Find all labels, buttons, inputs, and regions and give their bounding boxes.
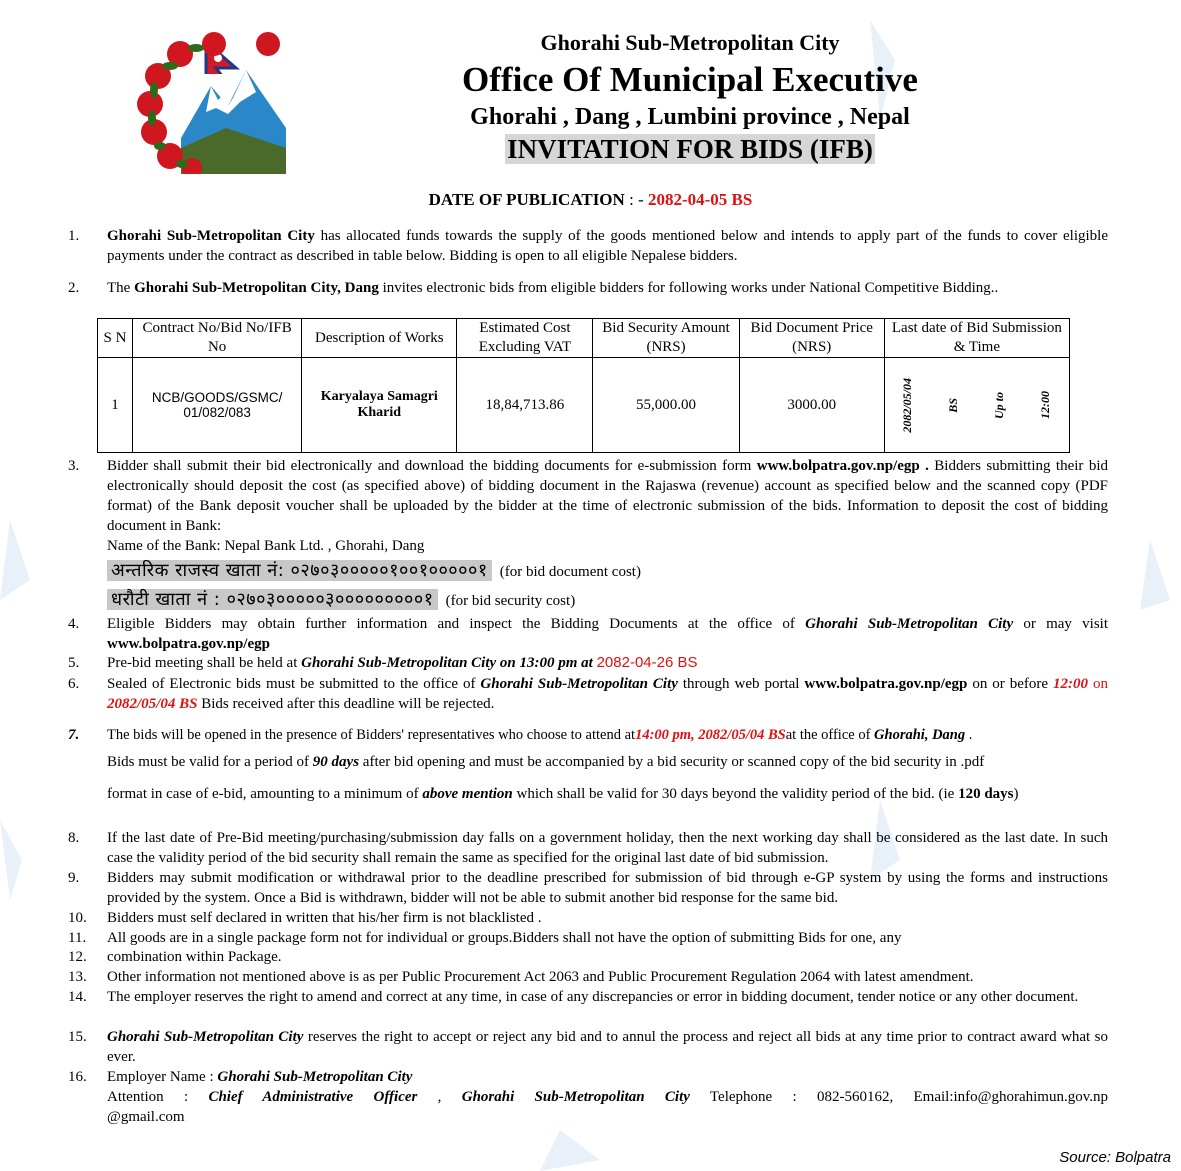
item-2-pre: The [107, 280, 135, 296]
publication-label: DATE OF PUBLICATION [428, 190, 625, 209]
item-12: combination within Package. [107, 949, 282, 965]
item-number: 9. [68, 870, 80, 886]
table-header-row [98, 319, 1070, 358]
col-bid-security: Bid Security Amount (NRS) [593, 319, 739, 358]
item-7-text-7: which shall be valid for 30 days beyond the validity period of the bid. (ie [512, 786, 959, 802]
item-7-place: Ghorahi, Dang [874, 727, 966, 743]
col-last-date: Last date of Bid Submission & Time [884, 319, 1069, 358]
deadline-on: on [1088, 676, 1109, 692]
item-15-org: Ghorahi Sub-Metropolitan City [107, 1029, 304, 1045]
bolpatra-link[interactable]: www.bolpatra.gov.np/egp [804, 676, 968, 692]
revenue-account [107, 558, 641, 582]
item-7-text-5: after bid opening and must be accompanied by a bid security or scanned copy of the bid security in .pdf [359, 754, 985, 770]
item-number: 10. [68, 910, 87, 926]
item-7-text-2: at the office of [785, 727, 875, 743]
item-11: All goods are in a single package form not for individual or groups.Bidders shall not have the option of submitting Bids for one, any [107, 930, 902, 946]
source-credit: Source: Bolpatra [1059, 1149, 1171, 1166]
attention-org: Ghorahi Sub-Metropolitan City [461, 1089, 690, 1105]
prebid-date: 2082-04-26 BS [596, 654, 698, 671]
item-number: 1. [68, 228, 80, 244]
cell-contract: NCB/GOODS/GSMC/ 01/082/083 [133, 358, 302, 453]
item-1-org: Ghorahi Sub-Metropolitan City [107, 228, 315, 244]
revenue-account-note: (for bid document cost) [499, 564, 641, 580]
municipal-emblem-icon [136, 28, 288, 174]
email-continuation[interactable]: @gmail.com [107, 1109, 185, 1125]
item-6-text-4: Bids received after this deadline will be rejected. [197, 696, 495, 712]
item-4 [107, 614, 1108, 654]
item-number: 6. [68, 676, 80, 692]
item-1 [107, 226, 1108, 266]
item-7-text: The bids will be opened in the presence of Bidders' representatives who choose to attend at [107, 727, 636, 743]
opening-time: 14:00 pm, 2082/05/04 BS [635, 727, 786, 743]
item-3-text-2: Bidders submitting their bid electronically should deposit the cost (as specified above) of bidding document in the Rajaswa (revenue) account as specified below and the scanned copy (PDF format) of the Bank deposit voucher shall be uploaded by the bidder at the time of electronic submission of the bids. Information to deposit the cost of bidding document in Bank: [107, 458, 1108, 534]
security-account-number: धरौटी खाता नं : ०२७०३०००००३०००००००००१ [107, 589, 438, 610]
attention-label: Attention : [107, 1089, 209, 1105]
col-sn: S N [98, 319, 133, 358]
table-row [98, 358, 1070, 453]
col-document-price: Bid Document Price (NRS) [739, 319, 884, 358]
cell-bid-security: 55,000.00 [593, 358, 739, 453]
item-7-line-3 [107, 780, 1108, 808]
item-number: 12. [68, 949, 87, 965]
item-4-text-2: or may visit [1013, 616, 1108, 632]
col-estimated-cost: Estimated Cost Excluding VAT [457, 319, 593, 358]
item-7-text-8: ) [1013, 786, 1019, 802]
item-number: 3. [68, 458, 80, 474]
cell-estimated-cost: 18,84,713.86 [457, 358, 593, 453]
item-number: 11. [68, 930, 87, 946]
item-4-org: Ghorahi Sub-Metropolitan City [805, 616, 1014, 632]
revenue-account-number: अन्तरिक राजस्व खाता नं: ०२७०३०००००१००१०००००१ [107, 560, 492, 581]
attention-line [107, 1087, 1108, 1107]
item-6-text-2: through web portal [677, 676, 805, 692]
item-1-text: has allocated funds towards the supply of the goods mentioned below and intends to apply part of the funds to cover eligible payments under the contract as described in table below. Bidding is open to all eligible Nepalese bidders. [107, 228, 1108, 264]
item-3-text: Bidder shall submit their bid electronically and download the bidding documents for e-submission form [107, 458, 757, 474]
employer-label: Employer Name : [107, 1069, 218, 1085]
deadline-date: 2082/05/04 BS [107, 696, 198, 712]
item-number: 5. [68, 655, 80, 671]
last-date-value: 2082/05/04 [900, 377, 915, 433]
item-15-text: reserves the right to accept or reject any bid and to annul the process and reject all bids at any time prior to contract award what so ever. [107, 1029, 1109, 1065]
last-date-bs: BS [946, 397, 961, 413]
item-7-line-2 [107, 752, 1108, 772]
cell-last-date [884, 358, 1069, 453]
officer-title: Chief Administrative Officer [208, 1089, 418, 1105]
validity-days: 90 days [312, 754, 360, 770]
item-15 [107, 1027, 1108, 1067]
item-number: 7. [68, 727, 80, 743]
item-number: 13. [68, 969, 87, 985]
item-3 [107, 456, 1108, 536]
item-2-text: invites electronic bids from eligible bidders for following works under National Competitive Bidding.. [378, 280, 999, 296]
item-7-text-3: . [965, 727, 973, 743]
publication-date [0, 190, 1181, 210]
item-6-text: Sealed of Electronic bids must be submitted to the office of [107, 676, 481, 692]
bank-name: Name of the Bank: Nepal Bank Ltd. , Ghorahi, Dang [107, 538, 425, 554]
item-2 [107, 278, 1108, 298]
notice-title-text: INVITATION FOR BIDS (IFB) [507, 134, 873, 164]
notice-title [300, 134, 1080, 165]
address: Ghorahi , Dang , Lumbini province , Nepal [470, 104, 910, 130]
office-title: Office Of Municipal Executive [462, 60, 918, 99]
col-contract: Contract No/Bid No/IFB No [133, 319, 302, 358]
item-4-text: Eligible Bidders may obtain further information and inspect the Bidding Documents at the office of [107, 616, 806, 632]
attention-comma: , [417, 1089, 462, 1105]
bid-table [97, 318, 1070, 453]
item-6 [107, 674, 1108, 714]
item-number: 14. [68, 989, 87, 1005]
item-number: 8. [68, 830, 80, 846]
item-number: 16. [68, 1069, 87, 1085]
cell-sn: 1 [98, 358, 133, 453]
col-description: Description of Works [302, 319, 457, 358]
validity-120-days: 120 days [958, 786, 1014, 802]
item-2-org: Ghorahi Sub-Metropolitan City, Dang [134, 280, 379, 296]
item-5 [107, 653, 1108, 673]
item-7-line-1 [107, 725, 1108, 745]
publication-sep: : - [624, 190, 648, 209]
publication-date-value: 2082-04-05 BS [647, 190, 753, 209]
bolpatra-link[interactable]: www.bolpatra.gov.np/egp [107, 636, 270, 652]
security-account [107, 587, 575, 611]
item-number: 15. [68, 1029, 87, 1045]
item-8: If the last date of Pre-Bid meeting/purchasing/submission day falls on a government holiday, then the next working day shall be considered as the last date. In such case the validity period of the bid security shall remain the same as specified for the original last date of bid submission. [107, 830, 1108, 866]
cell-description: Karyalaya Samagri Kharid [302, 358, 457, 453]
deadline-time: 12:00 [1053, 676, 1089, 692]
item-7-text-6: format in case of e-bid, amounting to a minimum of [107, 786, 423, 802]
item-6-org: Ghorahi Sub-Metropolitan City [480, 676, 678, 692]
last-date-upto: Up to [992, 391, 1007, 419]
above-mention: above mention [422, 786, 513, 802]
item-5-text: Pre-bid meeting shall be held at [107, 655, 302, 671]
employer-name [107, 1067, 1108, 1087]
contact-info[interactable]: Telephone : 082-560162, Email:info@ghorahimun.gov.np [689, 1089, 1108, 1105]
item-13: Other information not mentioned above is as per Public Procurement Act 2063 and Public Procurement Regulation 2064 with latest amendment. [107, 969, 974, 985]
item-10: Bidders must self declared in written that his/her firm is not blacklisted . [107, 910, 542, 926]
item-6-text-3: on or before [967, 676, 1054, 692]
item-14: The employer reserves the right to amend and correct at any time, in case of any discrepancies or error in bidding document, tender notice or any other document. [107, 989, 1079, 1005]
item-5-bold: Ghorahi Sub-Metropolitan City on 13:00 pm at [301, 655, 593, 671]
employer-value: Ghorahi Sub-Metropolitan City [217, 1069, 413, 1085]
bolpatra-link[interactable]: www.bolpatra.gov.np/egp . [756, 458, 929, 474]
org-name: Ghorahi Sub-Metropolitan City [540, 30, 840, 55]
item-number: 2. [68, 280, 80, 296]
security-account-note: (for bid security cost) [445, 593, 576, 609]
item-7-text-4: Bids must be valid for a period of [107, 754, 313, 770]
item-number: 4. [68, 616, 80, 632]
item-9: Bidders may submit modification or withdrawal prior to the deadline prescribed for submission of bid through e-GP system by using the forms and instructions provided by the system. Once a Bid is withdrawn, bidder will not be able to submit another bid response for the same bid. [107, 870, 1108, 906]
cell-document-price: 3000.00 [739, 358, 884, 453]
last-date-time: 12:00 [1038, 391, 1053, 419]
